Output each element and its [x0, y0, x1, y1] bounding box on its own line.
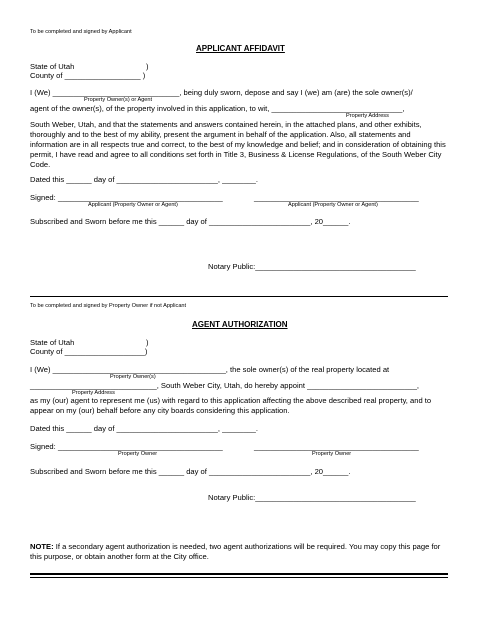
- agent-signature-caption-left: Property Owner: [118, 451, 158, 457]
- affidavit-statement: South Weber, Utah, and that the statements and answers contained herein, in the attached plans, and other exhibits, thoroughly and to the best of my ability, present the argument in behalf of the application. Also, all statements and information are in all respects true and correct, to the best of my knowledge and belief; and in consideration of obtaining this permit, I have read and agree to all conditions set forth in Title 3, Business & License Regulations, of the South Weber City Code.: [30, 120, 446, 169]
- bottom-rule-thick: [30, 573, 448, 575]
- agent-title: AGENT AUTHORIZATION: [192, 320, 288, 329]
- agent-statement: as my (our) agent to represent me (us) with regard to this application affecting the above described real property, and to appear on my (our) behalf before any city boards considering this application.: [30, 396, 432, 415]
- agent-signature-caption-right: Property Owner: [312, 451, 352, 457]
- affidavit-signature-caption-right: Applicant (Property Owner or Agent): [288, 202, 378, 208]
- agent-address-caption: Property Address: [72, 390, 115, 396]
- agent-signed-label: Signed:: [30, 442, 58, 451]
- applicant-instruction: To be completed and signed by Applicant: [30, 29, 132, 35]
- affidavit-title: APPLICANT AFFIDAVIT: [196, 44, 285, 53]
- note-text: If a secondary agent authorization is needed, two agent authorizations will be required. You may copy this page for this purpose, or obtain another form at the City office.: [30, 542, 441, 561]
- agent-appoint-line[interactable]: ______________________________, South Weber City, Utah, do hereby appoint __________________________,: [30, 381, 420, 390]
- agent-county[interactable]: County of ___________________): [30, 347, 148, 356]
- note-label: NOTE:: [30, 542, 54, 551]
- agent-sworn[interactable]: Subscribed and Sworn before me this ______ day of ________________________, 20______.: [30, 467, 351, 476]
- affidavit-signed-label: Signed:: [30, 193, 58, 202]
- section-divider: [30, 296, 448, 297]
- bottom-rule-thin: [30, 577, 448, 578]
- affidavit-county[interactable]: County of __________________ ): [30, 71, 146, 80]
- affidavit-signature-left[interactable]: _______________________________________: [58, 193, 223, 202]
- affidavit-owner-caption: Property Owner(s) or Agent: [84, 97, 153, 103]
- affidavit-signature-caption-left: Applicant (Property Owner or Agent): [88, 202, 178, 208]
- footer-note: [30, 542, 450, 562]
- affidavit-signature-right[interactable]: _______________________________________: [254, 193, 419, 202]
- affidavit-state: State of Utah ): [30, 62, 149, 71]
- affidavit-agent-line[interactable]: agent of the owner(s), of the property involved in this application, to wit, _______________________________,: [30, 104, 405, 113]
- agent-owner-line[interactable]: I (We) _________________________________________, the sole owner(s) of the real property located at: [30, 365, 390, 374]
- affidavit-notary[interactable]: Notary Public:______________________________________: [208, 262, 416, 271]
- agent-notary[interactable]: Notary Public:______________________________________: [208, 493, 416, 502]
- agent-owner-caption: Property Owner(s): [110, 374, 156, 380]
- agent-state: State of Utah ): [30, 338, 149, 347]
- affidavit-owner-line[interactable]: I (We) ______________________________, being duly sworn, depose and say I (we) am (are) the sole owner(s)/: [30, 88, 413, 97]
- agent-dated[interactable]: Dated this ______ day of ________________________, ________.: [30, 424, 259, 433]
- agent-signature-right[interactable]: _______________________________________: [254, 442, 419, 451]
- affidavit-address-caption: Property Address: [346, 113, 389, 119]
- affidavit-dated[interactable]: Dated this ______ day of ________________________, ________.: [30, 175, 259, 184]
- agent-instruction: To be completed and signed by Property Owner if not Applicant: [30, 303, 187, 309]
- agent-signature-left[interactable]: _______________________________________: [58, 442, 223, 451]
- affidavit-sworn[interactable]: Subscribed and Sworn before me this ______ day of ________________________, 20______.: [30, 217, 351, 226]
